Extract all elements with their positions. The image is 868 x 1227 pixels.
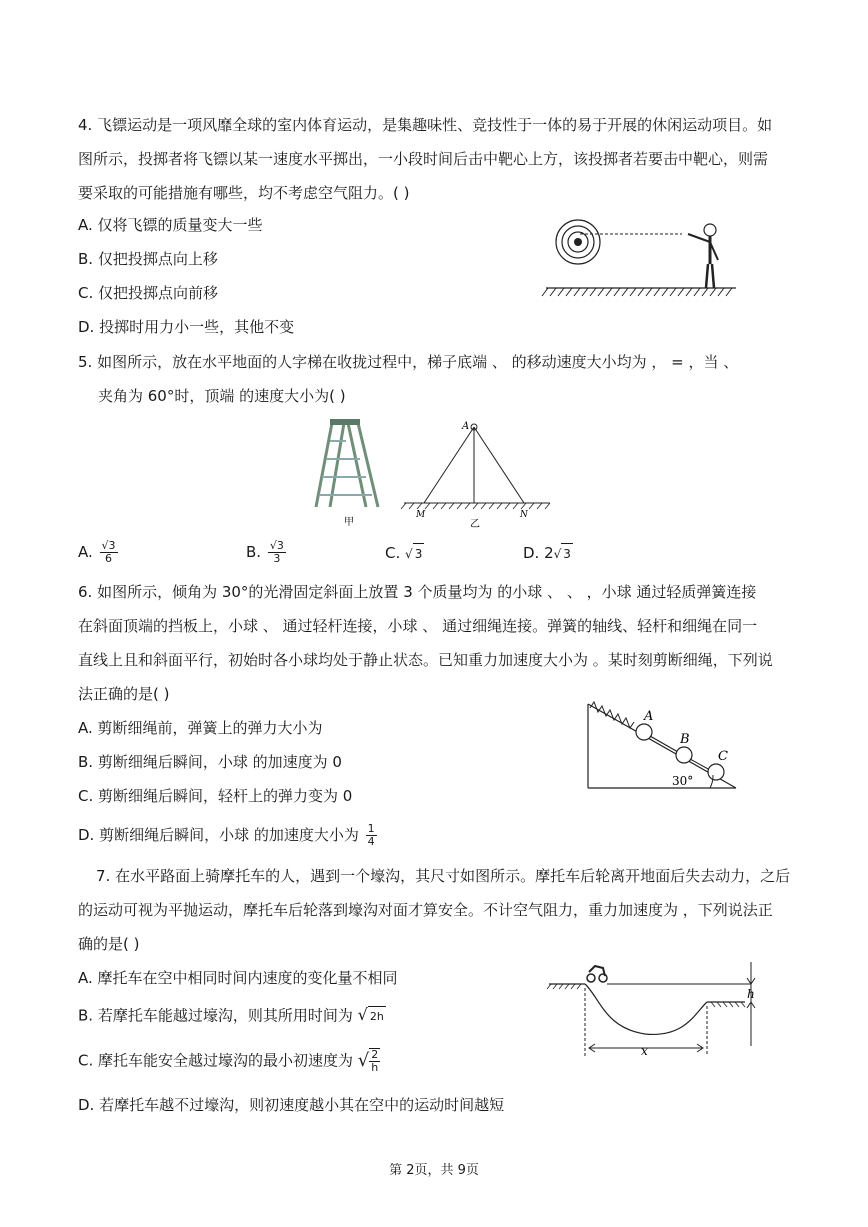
q6-option-d-den: 4 (367, 835, 375, 848)
q6-line2: 在斜面顶端的挡板上，小球 、 通过轻杆连接，小球 、 通过细绳连接。弹簧的轴线、轻杆和细绳在同一 (78, 617, 758, 635)
q6-incline-figure (582, 700, 742, 795)
q5-label-m: M (416, 510, 426, 520)
q5-option-c-sqrt: √ 3 (405, 543, 424, 564)
q5-ladder-figure (300, 415, 560, 530)
q7-option-c (78, 1048, 380, 1074)
q5-option-a-prefix: A. (78, 543, 93, 561)
q4-line3: 要采取的可能措施有哪些，均不考虑空气阻力。( ) (78, 184, 410, 202)
q5-option-c-rad: 3 (413, 543, 425, 564)
q6-label-a: A (644, 709, 654, 724)
q5-line2: 夹角为 60°时，顶端 的速度大小为( ) (98, 387, 346, 405)
q5-option-a-num: √3 (101, 539, 116, 552)
q4-option-c: C. 仅把投掷点向前移 (78, 284, 219, 302)
q6-option-d-text: D. 剪断细绳后瞬间，小球 的加速度大小为 (78, 826, 359, 844)
q6-line3: 直线上且和斜面平行，初始时各小球均处于静止状态。已知重力加速度大小为 。某时刻剪断细绳，下列说 (78, 651, 773, 669)
q7-ditch-figure (545, 958, 760, 1063)
q5-option-d-prefix: D. 2 (523, 544, 554, 562)
q7-option-c-num: 2 (371, 1048, 379, 1061)
q7-line3: 确的是( ) (78, 935, 140, 953)
q7-option-d: D. 若摩托车越不过壕沟，则初速度越小其在空中的运动时间越短 (78, 1096, 505, 1114)
q7-label-x: x (641, 1044, 648, 1058)
q5-label-n: N (520, 510, 528, 520)
q6-option-d-num: 1 (367, 822, 375, 835)
q6-option-b: B. 剪断细绳后瞬间，小球 的加速度为 0 (78, 753, 342, 771)
q7-option-b-sqrt: √ 2h (358, 1005, 386, 1027)
q7-option-c-den: h (371, 1061, 379, 1074)
q6-option-a: A. 剪断细绳前，弹簧上的弹力大小为 (78, 719, 323, 737)
q6-option-c: C. 剪断细绳后瞬间，轻杆上的弹力变为 0 (78, 787, 353, 805)
q4-line1: 4. 飞镖运动是一项风靡全球的室内体育运动，是集趣味性、竞技性于一体的易于开展的休闲运动项目。如 (78, 116, 773, 134)
q6-line1: 6. 如图所示，倾角为 30°的光滑固定斜面上放置 3 个质量均为 的小球 、 、 ，小球 通过轻质弹簧连接 (78, 583, 757, 601)
q5-fig-jia-label: 甲 (344, 517, 354, 528)
q6-line4: 法正确的是( ) (78, 685, 170, 703)
q5-line1: 5. 如图所示，放在水平地面的人字梯在收拢过程中，梯子底端 、 的移动速度大小均为 ， = ，当 、 (78, 353, 739, 371)
q5-option-a (78, 540, 118, 565)
q6-label-b: B (680, 732, 690, 747)
q7-option-c-text: C. 摩托车能安全越过壕沟的最小初速度为 (78, 1051, 354, 1070)
q7-option-c-frac (369, 1048, 380, 1074)
q5-option-b-num: √3 (269, 539, 284, 552)
q4-dartboard-figure (540, 212, 740, 302)
q4-option-d: D. 投掷时用力小一些，其他不变 (78, 318, 295, 336)
q4-option-a: A. 仅将飞镖的质量变大一些 (78, 216, 263, 234)
q5-label-a: A (462, 421, 470, 432)
page-footer: 第 2页，共 9页 (389, 1163, 479, 1178)
q4-option-b: B. 仅把投掷点向上移 (78, 250, 218, 268)
q7-option-c-sqrt: √ $\frac{2}{h}$ (357, 1048, 379, 1074)
q5-option-b-frac (268, 540, 286, 565)
q6-option-d-frac (366, 823, 377, 848)
q5-option-c-prefix: C. (385, 544, 401, 562)
q6-option-d (78, 823, 377, 848)
q7-option-b-rad: 2h (368, 1006, 386, 1027)
q5-option-b-prefix: B. (246, 543, 262, 561)
q5-option-d-rad: 3 (561, 543, 573, 564)
q7-line1: 7. 在水平路面上骑摩托车的人，遇到一个壕沟，其尺寸如图所示。摩托车后轮离开地面后失去动力，之后 (96, 867, 791, 885)
q5-option-a-frac (100, 540, 118, 565)
q5-option-a-den: 6 (105, 552, 113, 565)
q5-option-c (385, 543, 424, 564)
q6-label-angle: 30° (672, 774, 694, 788)
q7-line2: 的运动可视为平抛运动，摩托车后轮落到壕沟对面才算安全。不计空气阻力，重力加速度为 ，下列说法正 (78, 901, 773, 919)
q4-line2: 图所示，投掷者将飞镖以某一速度水平掷出，一小段时间后击中靶心上方，该投掷者若要击中靶心，则需 (78, 150, 769, 168)
q7-label-h: h (747, 987, 755, 1001)
q5-option-b (246, 540, 286, 565)
q5-option-d (523, 543, 573, 564)
q5-option-d-sqrt: √ 3 (554, 543, 573, 564)
q7-option-b (78, 1005, 386, 1027)
q5-fig-yi-label: 乙 (470, 519, 480, 530)
q7-option-b-text: B. 若摩托车能越过壕沟，则其所用时间为 (78, 1006, 353, 1025)
q7-option-a: A. 摩托车在空中相同时间内速度的变化量不相同 (78, 969, 398, 987)
q5-option-b-den: 3 (273, 552, 281, 565)
q6-label-c: C (718, 749, 728, 764)
